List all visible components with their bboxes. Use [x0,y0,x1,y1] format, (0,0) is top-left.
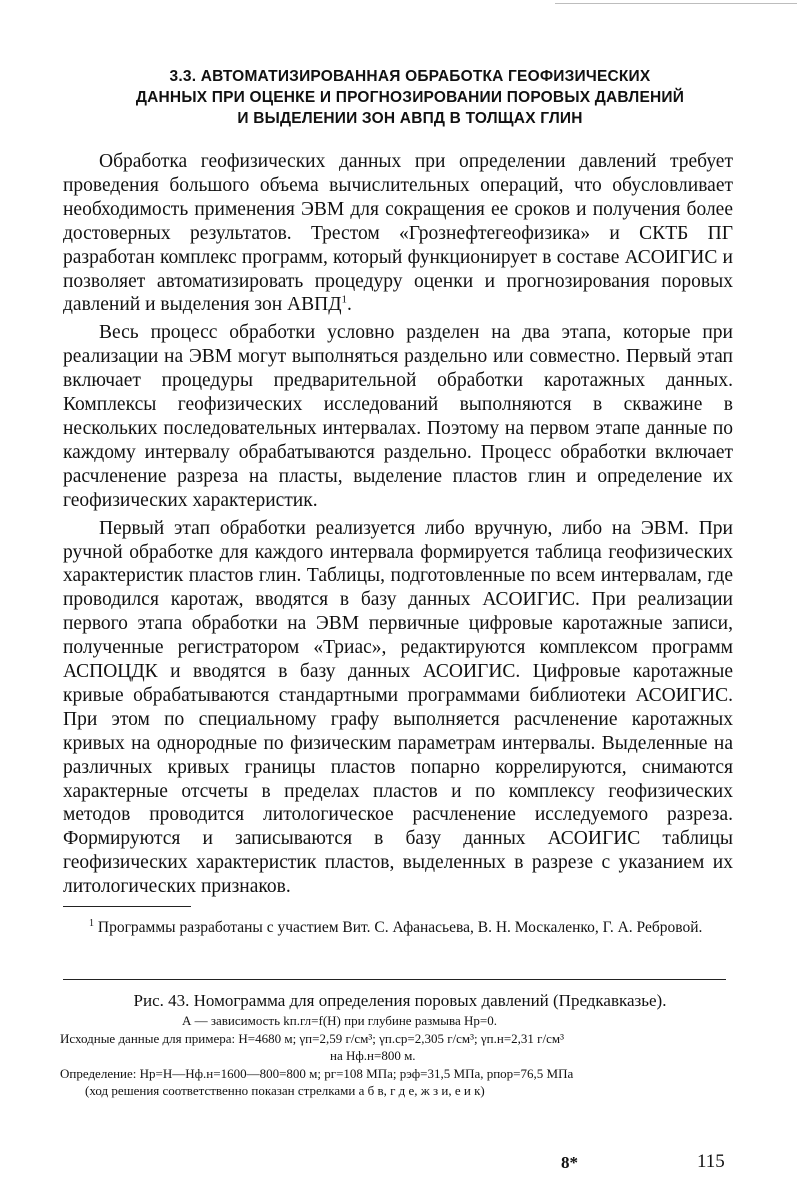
footnote-divider [63,906,191,907]
caption-title: Рис. 43. Номограмма для определения поровых давлений (Предкавказье). [133,991,667,1010]
caption-line-b: Исходные данные для примера: H=4680 м; γп=2,59 г/см³; γп.ср=2,305 г/см³; γп.н=2,31 г/см³ [60,1030,564,1046]
paragraph-1-end: . [347,294,352,316]
caption-divider [63,979,726,980]
page-number: 115 [697,1151,725,1172]
paragraph-1-text: Обработка геофизических данных при определении давлений требует проведения большого объема вычислительных операций, что обусловливает необходимость применения ЭВМ для сокращения ее сроков и получения более достоверных результатов. Трестом «Грознефтегеофизика» и СКТБ ПГ разработан комплекс программ, который функционирует в составе АСОИГИС и позволяет автоматизировать процедуру оценки и прогнозирования поровых давлений и выделения зон АВПД [63,151,733,316]
heading-line-2: ДАННЫХ ПРИ ОЦЕНКЕ И ПРОГНОЗИРОВАНИИ ПОРОВЫХ ДАВЛЕНИЙ [135,89,685,106]
section-heading [60,66,760,129]
caption-line-c: на Hф.н=800 м. [330,1048,416,1063]
printer-signature: 8* [561,1153,578,1172]
footnote-reference: 1 [341,293,348,306]
figure-caption [60,990,740,1100]
footnote [63,914,733,938]
top-edge-line [555,3,797,4]
body-text [63,150,733,903]
caption-line-e: (ход решения соответственно показан стрелками а б в, г д е, ж з и, е и к) [85,1083,485,1098]
paragraph-1 [63,150,733,317]
heading-line-1: 3.3. АВТОМАТИЗИРОВАННАЯ ОБРАБОТКА ГЕОФИЗИЧЕСКИХ [169,68,651,85]
caption-line-d: Определение: Hр=H—Hф.н=1600—800=800 м; pг=108 МПа; pэф=31,5 МПа, pпор=76,5 МПа [60,1065,574,1081]
heading-line-3: И ВЫДЕЛЕНИИ ЗОН АВПД В ТОЛЩАХ ГЛИН [237,110,583,127]
footnote-text: Программы разработаны с участием Вит. С. Афанасьева, В. Н. Москаленко, Г. А. Ребровой. [94,919,703,937]
paragraph-3: Первый этап обработки реализуется либо вручную, либо на ЭВМ. При ручной обработке для каждого интервала формируется таблица геофизических характеристик пластов глин. Таблицы, подготовленные по всем интервалам, где проводился каротаж, вводятся в базу данных АСОИГИС. При реализации первого этапа обработки на ЭВМ первичные цифровые каротажные записи, полученные регистратором «Триас», редактируются комплексом программ АСПОЦДК и вводятся в базу данных АСОИГИС. Цифровые каротажные кривые обрабатываются стандартными программами библиотеки АСОИГИС. При этом по специальному графу выполняется расчленение каротажных кривых на однородные по физическим параметрам интервалы. Выделенные на различных кривых границы пластов попарно коррелируются, снимаются характерные отсчеты в пределах пластов и по комплексу геофизических методов проводится литологическое расчленение исследуемого разреза. Формируются и записываются в базу данных АСОИГИС таблицы геофизических характеристик пластов, выделенных в разрезе с указанием их литологических признаков. [63,517,733,898]
footnote-mark: 1 [89,918,94,929]
paragraph-2: Весь процесс обработки условно разделен на два этапа, которые при реализации на ЭВМ могут выполняться раздельно или совместно. Первый этап включает процедуры предварительной обработки каротажных данных. Комплексы геофизических исследований выполняются в скважине в нескольких последовательных интервалах. Поэтому на первом этапе данные по каждому интервалу обрабатываются раздельно. Процесс обработки включает расчленение разреза на пласты, выделение пластов глин и определение их геофизических характеристик. [63,322,733,511]
caption-line-a: А — зависимость kп.гл=f(H) при глубине размыва Hр=0. [182,1013,497,1028]
